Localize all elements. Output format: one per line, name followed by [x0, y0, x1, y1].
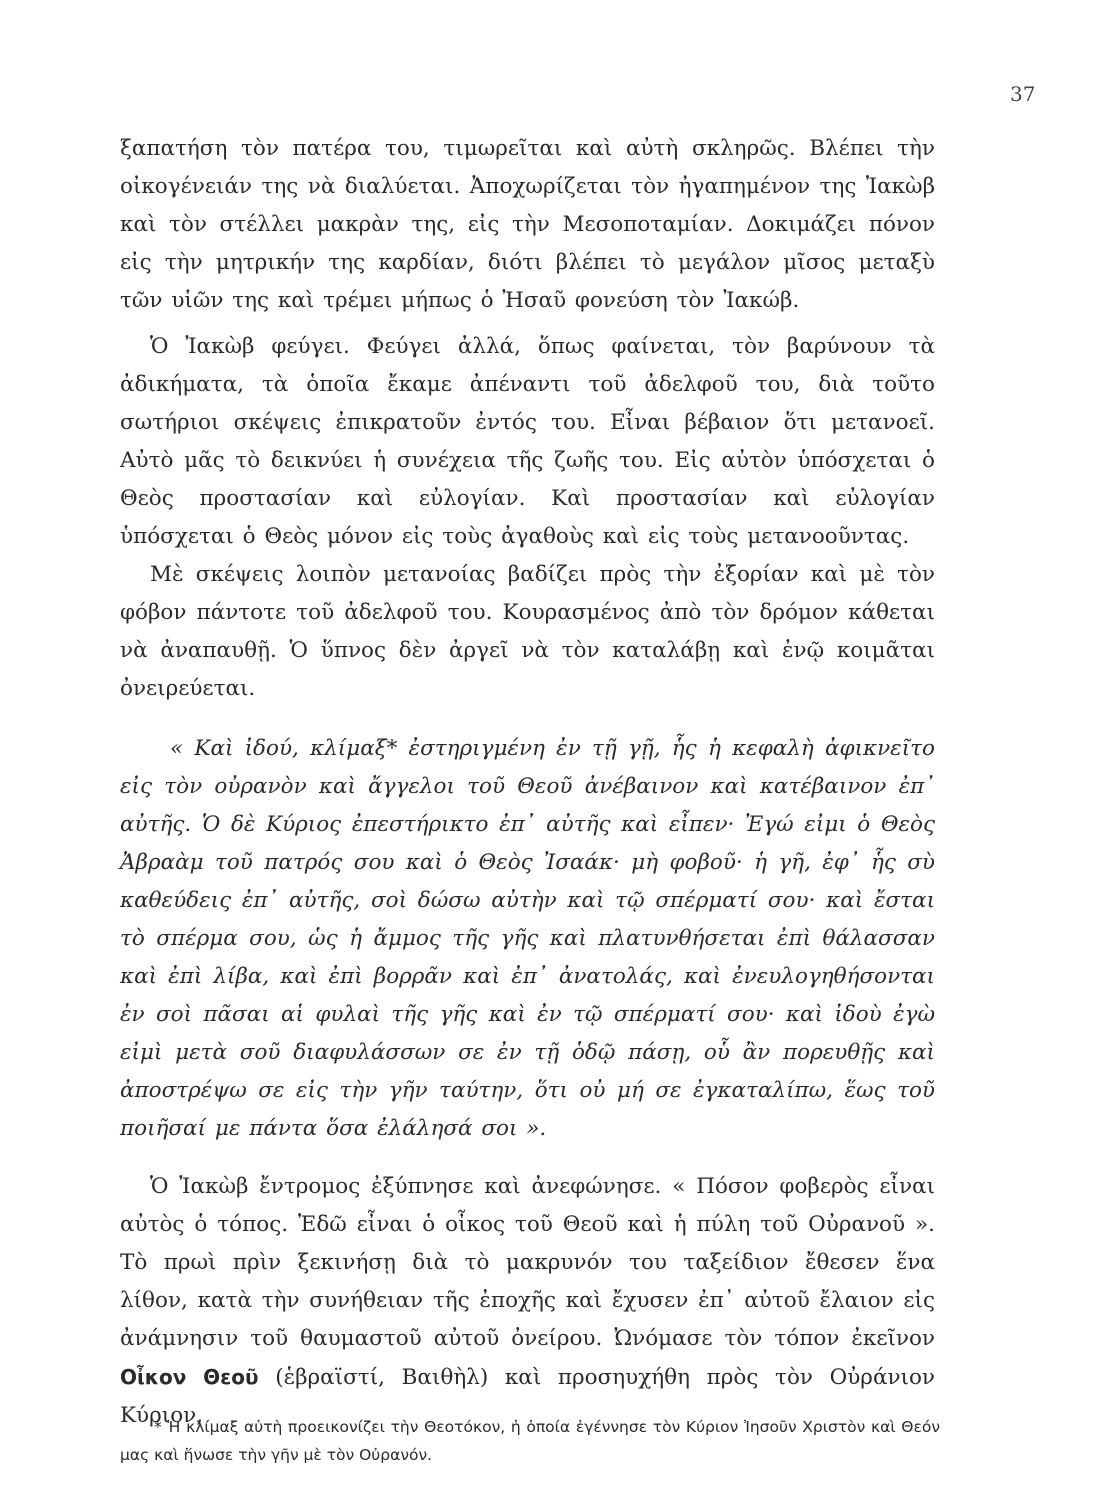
scripture-quote: « Καὶ ἰδού, κλίμαξ* ἐστηριγμένη ἐν τῇ γῇ, ἧς ἡ κεφαλὴ ἀφικνεῖτο εἰς τὸν οὐρανὸν καὶ ἄγγελοι τοῦ Θεοῦ ἀνέβαινον καὶ κατέβαινον ἐπ᾿ αὐτῆς. Ὁ δὲ Κύριος ἐπεστήρικτο ἐπ᾿ αὐτῆς καὶ εἶπεν· Ἐγώ εἰμι ὁ Θεὸς Ἀβραὰμ τοῦ πατρός σου καὶ ὁ Θεὸς Ἰσαάκ· μὴ φοβοῦ· ἡ γῆ, ἐφ᾿ ἧς σὺ καθεύδεις ἐπ᾿ αὐτῆς, σοὶ δώσω αὐτὴν καὶ τῷ σπέρματί σου· καὶ ἔσται τὸ σπέρμα σου, ὡς ἡ ἄμμος τῆς γῆς καὶ πλατυνθήσεται ἐπὶ θάλασσαν καὶ ἐπὶ λίβα, καὶ ἐπὶ βορρᾶν καὶ ἐπ᾿ ἀνατολάς, καὶ ἐνευλογηθήσονται ἐν σοὶ πᾶσαι αἱ φυλαὶ τῆς γῆς καὶ ἐν τῷ σπέρματί σου· καὶ ἰδοὺ ἐγὼ εἰμὶ μετὰ σοῦ διαφυλάσσων σε ἐν τῇ ὁδῷ πάσῃ, οὗ ἂν πορευθῇς καὶ ἀποστρέψω σε εἰς τὴν γῆν ταύτην, ὅτι οὐ μή σε ἐγκαταλίπω, ἕως τοῦ ποιῆσαί με πάντα ὅσα ἐλάλησά σοι ». [120, 736, 935, 1141]
paragraph-4 [120, 1168, 935, 1435]
paragraph-4-start: Ὁ Ἰακὼβ ἔντρομος ἐξύπνησε καὶ ἀνεφώνησε. « Πόσον φοβερὸς εἶναι αὐτὸς ὁ τόπος. Ἐδῶ εἶναι ὁ οἶκος τοῦ Θεοῦ καὶ ἡ πύλη τοῦ Οὐρανοῦ ». Τὸ πρωὶ πρὶν ξεκινήσῃ διὰ τὸ μακρυνόν του ταξείδιον ἔθεσεν ἕνα λίθον, κατὰ τὴν συνήθειαν τῆς ἐποχῆς καὶ ἔχυσεν ἐπ᾿ αὐτοῦ ἔλαιον εἰς ἀνάμνησιν τοῦ θαυμαστοῦ αὐτοῦ ὀνείρου. Ὠνόμασε τὸν τόπον ἐκεῖνον [120, 1174, 935, 1351]
bethel-term: Οἶκον Θεοῦ [120, 1365, 259, 1389]
paragraph-1: ξαπατήση τὸν πατέρα του, τιμωρεῖται καὶ αὐτὴ σκληρῶς. Βλέπει τὴν οἰκογένειάν της νὰ διαλύεται. Ἀποχωρίζεται τὸν ἠγαπημένον της Ἰακὼβ καὶ τὸν στέλλει μακρὰν της, εἰς τὴν Μεσοποταμίαν. Δοκιμάζει πόνον εἰς τὴν μητρικήν της καρδίαν, διότι βλέπει τὸ μεγάλον μῖσος μεταξὺ τῶν υἱῶν της καὶ τρέμει μήπως ὁ Ἠσαῦ φονεύση τὸν Ἰακώβ. [120, 136, 935, 313]
paragraph-4-end: (ἑβραϊστί, Βαιθὴλ) καὶ προσηυχήθη πρὸς τὸν Οὐράνιον Κύριον, [120, 1365, 935, 1428]
paragraph-3: Μὲ σκέψεις λοιπὸν μετανοίας βαδίζει πρὸς τὴν ἐξορίαν καὶ μὲ τὸν φόβον πάντοτε τοῦ ἀδελφοῦ του. Κουρασμένος ἀπὸ τὸν δρόμον κάθεται νὰ ἀναπαυθῇ. Ὁ ὕπνος δὲν ἀργεῖ νὰ τὸν καταλάβῃ καὶ ἐνῷ κοιμᾶται ὀνειρεύεται. [120, 562, 935, 701]
footnote: * Ἡ κλίμαξ αὐτὴ προεικονίζει τὴν Θεοτόκον, ἡ ὁποία ἐγέννησε τὸν Κύριον Ἰησοῦν Χριστὸν καὶ Θεόν μας καὶ ἥνωσε τὴν γῆν μὲ τὸν Οὐρανόν. [120, 1418, 940, 1464]
paragraph-2: Ὁ Ἰακὼβ φεύγει. Φεύγει ἀλλά, ὅπως φαίνεται, τὸν βαρύνουν τὰ ἀδικήματα, τὰ ὁποῖα ἔκαμε ἀπέναντι τοῦ ἀδελφοῦ του, διὰ τοῦτο σωτήριοι σκέψεις ἐπικρατοῦν ἐντός του. Εἶναι βέβαιον ὅτι μετανοεῖ. Αὐτὸ μᾶς τὸ δεικνύει ἡ συνέχεια τῆς ζωῆς του. Εἰς αὐτὸν ὑπόσχεται ὁ Θεὸς προστασίαν καὶ εὐλογίαν. Καὶ προστασίαν καὶ εὐλογίαν ὑπόσχεται ὁ Θεὸς μόνον εἰς τοὺς ἀγαθοὺς καὶ εἰς τοὺς μετανοοῦντας. [120, 334, 935, 549]
page-number: 37 [1010, 82, 1036, 106]
main-text [120, 130, 935, 1435]
